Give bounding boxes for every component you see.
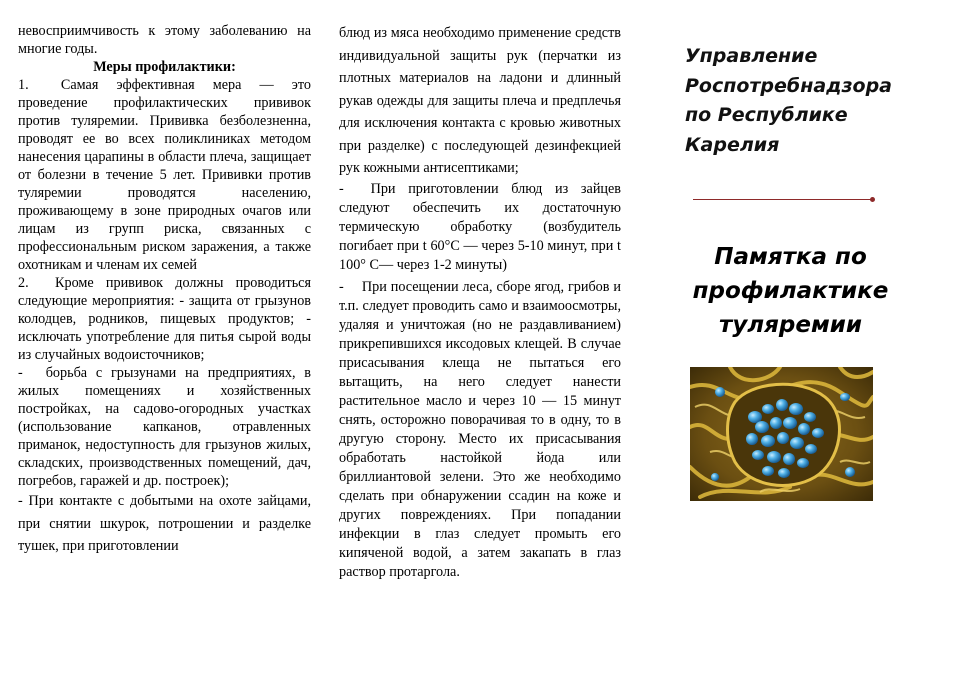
memo-title (683, 240, 898, 342)
prevention-heading: Меры профилактики: (93, 59, 236, 75)
left-paragraph-4: - борьба с грызунами на предприятиях, в жилых помещениях и хозяйственных постройках, на садово-огородных участках (использование капканов, отравленных приманок, недоступность для грызунов жилых, складских, производственных помещений, дач, погребов, гаражей и др. построек); (18, 365, 311, 489)
middle-paragraph-3: - При посещении леса, сборе ягод, грибов и т.п. следует проводить само и взаимоосмотры, удаляя и уничтожая (но не раздавливанием) прикрепившихся иксодовых клещей. В случае присасывания клеща не пытаться его вытащить, на него следует нанести растительное масло и через 10 — 15 минут снять, осторожно поворачивая то в одну, то в другую сторону. Место их присасывания обработать настойкой йода или бриллиантовой зелени. Это же необходимо сделать при обнаружении ссадин на коже и других повреждениях. При попадании инфекции в глаз следует промыть его кипяченой водой, а затем закапать в глаз раствор протаргола. (339, 278, 621, 580)
left-paragraph-3: 2. Кроме прививок должны проводиться следующие мероприятия: - защита от грызунов колодцев, родников, пищевых продуктов; - исключать употребление для питья сырой воды из случайных водоисточников; (18, 275, 311, 363)
memo-line-2: профилактике (692, 278, 889, 304)
middle-paragraph-1: блюд из мяса необходимо применение средств индивидуальной защиты рук (перчатки из плотных материалов на ладони и длинный рукав одежды для защиты плеча и предплечья для исключения контакта с кровью животных при разделке) с последующей дезинфекцией рук кожными антисептиками; (339, 25, 621, 176)
divider-dot (870, 197, 875, 202)
left-paragraph-2: 1. Самая эффективная мера — это проведение профилактических прививок против туляремии. Прививка безболезненна, проводят ее во всех поликлиниках методом нанесения царапины в области плеча, защищает от болезни в течение 5 лет. Прививки против туляремии проводятся населению, проживающему в зоне природных очагов или лицам из групп риска, связанных с профессиональным риском заражения, а также охотникам и членам их семей (18, 77, 311, 273)
memo-line-1: Памятка по (714, 244, 867, 270)
org-line-1: Управление (685, 45, 818, 67)
memo-line-3: туляремии (718, 312, 863, 338)
bacteria-micrograph-image (690, 367, 873, 501)
left-paragraph-5: - При контакте с добытыми на охоте зайцами, при снятии шкурок, потрошении и разделке тушек, при приготовлении (18, 493, 311, 554)
left-paragraph-1: невосприимчивость к этому заболеванию на многие годы. (18, 23, 311, 57)
middle-paragraph-2: - При приготовлении блюд из зайцев следуют обеспечить их достаточную термическую обработку (возбудитель погибает при t 60°С — через 5-10 минут, при t 100° С— через 1-2 минуты) (339, 180, 621, 273)
org-line-2: Роспотребнадзора (685, 74, 892, 97)
org-line-4: Карелия (685, 133, 780, 156)
left-column (18, 22, 311, 558)
org-line-3: по Республике (685, 104, 848, 126)
organization-title (685, 42, 915, 160)
middle-column (339, 22, 621, 582)
divider-line (693, 199, 871, 200)
